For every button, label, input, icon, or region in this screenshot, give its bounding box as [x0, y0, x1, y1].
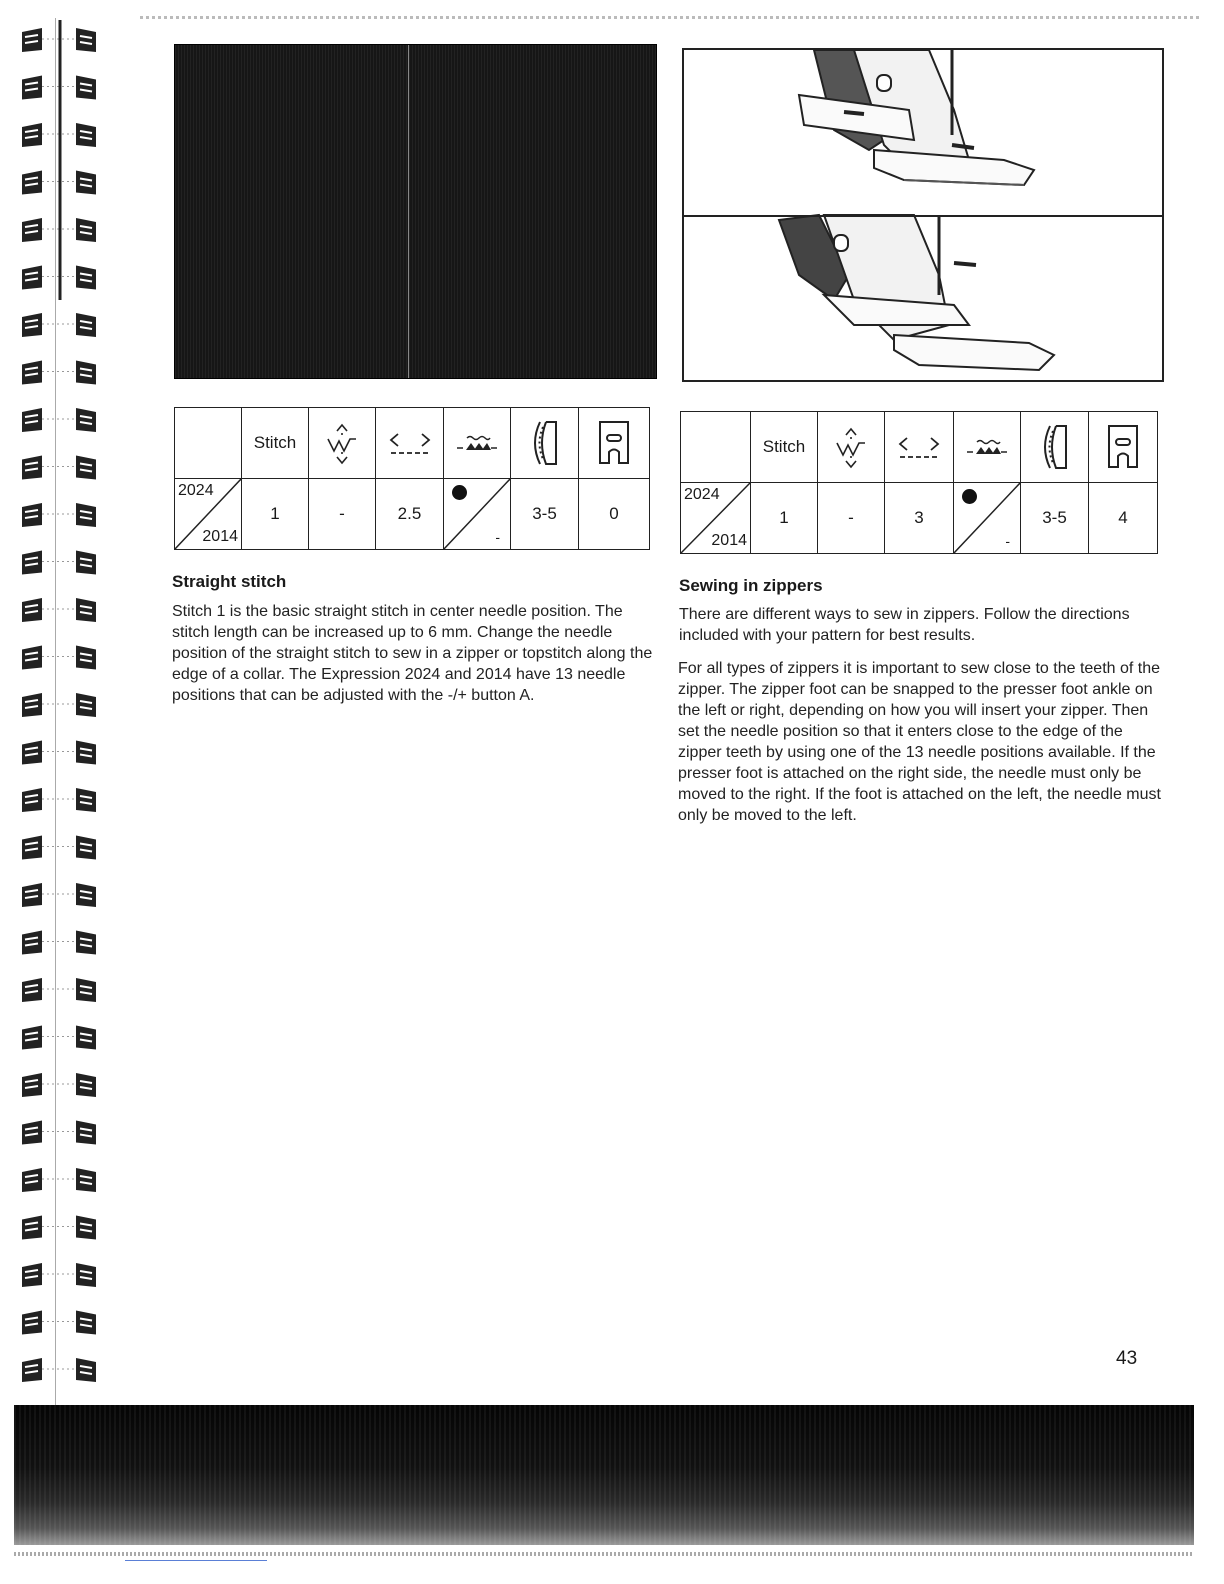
pressure-value: 3-5 — [1021, 483, 1089, 554]
spiral-loop — [22, 1216, 96, 1240]
settings-table-straight-stitch — [174, 407, 650, 550]
presser-foot-icon — [1089, 412, 1158, 483]
model-2014: 2014 — [711, 532, 747, 549]
straight-stitch-fabric-photo — [174, 44, 657, 379]
figure-divider — [684, 215, 1162, 217]
needle-dot-icon — [452, 485, 467, 500]
needle-dot-icon — [962, 489, 977, 504]
presser-foot-icon — [579, 408, 650, 479]
spiral-loop — [22, 313, 96, 337]
page-edge — [55, 18, 56, 1408]
thread-tension-icon — [954, 412, 1021, 483]
spiral-loop — [22, 408, 96, 432]
bottom-link-line — [125, 1560, 267, 1561]
spiral-loop — [22, 836, 96, 860]
spiral-loop — [22, 1263, 96, 1287]
spiral-loop — [22, 693, 96, 717]
stitch-header: Stitch — [242, 408, 309, 479]
stitch-length-icon — [376, 408, 444, 479]
tension-2014-value: - — [495, 529, 500, 545]
stitch-line — [408, 45, 409, 378]
spiral-loop — [22, 361, 96, 385]
spiral-loop — [22, 551, 96, 575]
spiral-loop — [22, 1121, 96, 1145]
sewing-zippers-heading: Sewing in zippers — [679, 576, 823, 595]
model-2024: 2024 — [684, 486, 720, 503]
straight-stitch-body: Stitch 1 is the basic straight stitch in center needle position. The stitch length can be increased up to 6 mm. Change the needle position of the straight stitch to sew in a zipper or topstitch along the edge of a collar. The Expression 2024 and 2014 have 13 needle positions that can be adjusted with the -/+ button A. — [172, 603, 653, 704]
presser-foot-pressure-icon — [1021, 412, 1089, 483]
spiral-loop — [22, 1311, 96, 1335]
spiral-loop — [22, 741, 96, 765]
settings-table-zippers — [680, 411, 1158, 554]
spiral-loop — [22, 1168, 96, 1192]
spiral-loop — [22, 1026, 96, 1050]
spiral-loop — [22, 931, 96, 955]
table-corner-cell — [681, 412, 751, 483]
straight-stitch-heading: Straight stitch — [172, 572, 287, 591]
bottom-scan-line — [14, 1552, 1194, 1556]
spiral-loop — [22, 1073, 96, 1097]
model-cell — [681, 483, 751, 554]
spiral-loop — [22, 788, 96, 812]
foot-value: 0 — [579, 479, 650, 550]
stitch-value: 1 — [751, 483, 818, 554]
presser-foot-pressure-icon — [511, 408, 579, 479]
thread-tension-icon — [444, 408, 511, 479]
width-value: - — [818, 483, 885, 554]
length-value: 3 — [885, 483, 954, 554]
tension-2014-value: - — [1005, 533, 1010, 549]
model-2024: 2024 — [178, 482, 214, 499]
table-corner-cell — [175, 408, 242, 479]
width-value: - — [309, 479, 376, 550]
pressure-value: 3-5 — [511, 479, 579, 550]
spiral-loop — [22, 883, 96, 907]
stitch-width-icon — [818, 412, 885, 483]
tension-value — [954, 483, 1021, 554]
tension-value — [444, 479, 511, 550]
page-number: 43 — [1116, 1348, 1138, 1369]
model-cell — [175, 479, 242, 550]
stitch-length-icon — [885, 412, 954, 483]
spiral-loop — [22, 503, 96, 527]
stitch-header: Stitch — [751, 412, 818, 483]
sewing-zippers-intro: There are different ways to sew in zippers. Follow the directions included with your pattern for best results. — [679, 606, 1130, 644]
stitch-value: 1 — [242, 479, 309, 550]
spiral-loop — [22, 646, 96, 670]
spiral-loop — [22, 598, 96, 622]
top-scan-line — [140, 16, 1200, 19]
model-2014: 2014 — [202, 528, 238, 545]
spiral-loop — [22, 456, 96, 480]
foot-value: 4 — [1089, 483, 1158, 554]
length-value: 2.5 — [376, 479, 444, 550]
spiral-loop — [22, 1358, 96, 1382]
spiral-loop — [22, 978, 96, 1002]
footer-band — [14, 1405, 1194, 1545]
stitch-width-icon — [309, 408, 376, 479]
sewing-zippers-body: For all types of zippers it is important to sew close to the teeth of the zipper. The zipper foot can be snapped to the presser foot ankle on the left or right, depending on how you will insert your zipper. Then set the needle position so that it enters close to the edge of the zipper teeth by using one of the 13 needle positions available. If the presser foot is attached on the right side, the needle must only be moved to the right. If the foot is attached on the left, the needle must only be moved to the left. — [678, 660, 1161, 824]
zipper-foot-figure — [682, 48, 1164, 382]
